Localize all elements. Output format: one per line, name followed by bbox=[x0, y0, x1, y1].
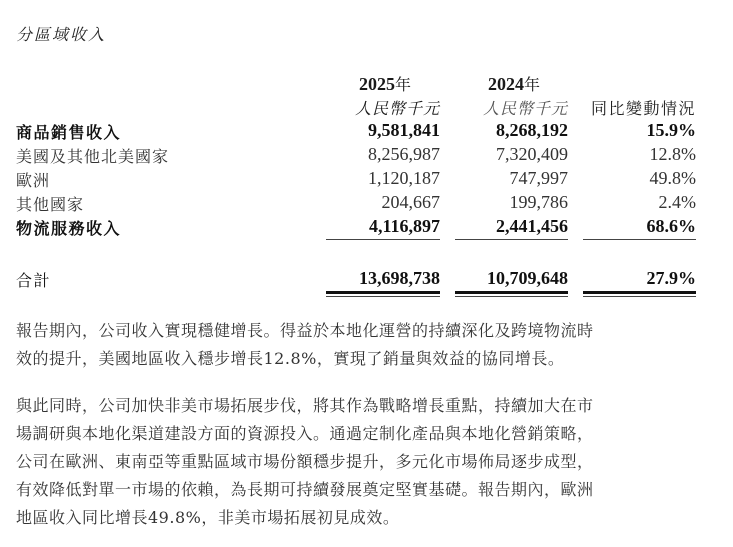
header-year-2024-suffix: 年 bbox=[523, 75, 540, 94]
table-row-europe bbox=[0, 168, 733, 192]
row-label: 其他國家 bbox=[16, 195, 85, 214]
paragraph-line: 有效降低對單一市場的依賴，為長期可持續發展奠定堅實基礎。報告期內，歐洲 bbox=[16, 480, 594, 499]
value-2025: 8,256,987 bbox=[368, 144, 440, 164]
header-unit-2024: 人民幣千元 bbox=[482, 99, 568, 118]
section-title: 分區域收入 bbox=[16, 25, 107, 44]
paragraph-line: 效的提升，美國地區收入穩步增長12.8%，實現了銷量與效益的協同增長。 bbox=[16, 349, 565, 368]
header-year-2025 bbox=[359, 72, 411, 95]
total-change: 27.9% bbox=[646, 268, 696, 288]
value-change: 12.8% bbox=[649, 144, 696, 164]
table-row-goods-sales bbox=[0, 120, 733, 144]
value-2025: 204,667 bbox=[381, 192, 440, 212]
table-row-us-north-america bbox=[0, 144, 733, 168]
value-change: 15.9% bbox=[646, 120, 696, 140]
header-year-2025-suffix: 年 bbox=[394, 75, 411, 94]
value-2024: 199,786 bbox=[509, 192, 568, 212]
row-label: 商品銷售收入 bbox=[16, 123, 122, 142]
total-double-rule-change-top bbox=[583, 291, 696, 294]
total-double-rule-2024-bottom bbox=[455, 296, 568, 297]
value-change: 68.6% bbox=[646, 216, 696, 236]
paragraph-line: 與此同時，公司加快非美市場拓展步伐，將其作為戰略增長重點，持續加大在市 bbox=[16, 396, 594, 415]
value-change: 2.4% bbox=[658, 192, 696, 212]
row-label: 美國及其他北美國家 bbox=[16, 147, 170, 166]
header-year-2024 bbox=[488, 72, 540, 95]
table-row-logistics-services bbox=[0, 216, 733, 240]
paragraph-line: 地區收入同比增長49.8%，非美市場拓展初見成效。 bbox=[16, 508, 400, 527]
value-2024: 8,268,192 bbox=[496, 120, 568, 140]
value-2024: 2,441,456 bbox=[496, 216, 568, 236]
paragraph-revenue-growth bbox=[16, 317, 716, 373]
header-unit-2025: 人民幣千元 bbox=[354, 99, 440, 118]
subtotal-rule-change bbox=[583, 239, 696, 240]
total-double-rule-change-bottom bbox=[583, 296, 696, 297]
subtotal-rule-2025 bbox=[326, 239, 440, 240]
paragraph-line: 公司在歐洲、東南亞等重點區域市場份額穩步提升，多元化市場佈局逐步成型， bbox=[16, 452, 594, 471]
value-2024: 7,320,409 bbox=[496, 144, 568, 164]
header-year-2025-value: 2025 bbox=[358, 74, 395, 94]
row-label: 歐洲 bbox=[16, 171, 51, 190]
row-label: 物流服務收入 bbox=[16, 219, 122, 238]
header-year-2024-value: 2024 bbox=[487, 74, 524, 94]
total-double-rule-2024-top bbox=[455, 291, 568, 294]
value-2025: 1,120,187 bbox=[368, 168, 440, 188]
total-2024: 10,709,648 bbox=[487, 268, 568, 288]
total-2025: 13,698,738 bbox=[359, 268, 440, 288]
paragraph-line: 報告期內，公司收入實現穩健增長。得益於本地化運營的持續深化及跨境物流時 bbox=[16, 321, 594, 340]
subtotal-rule-2024 bbox=[455, 239, 568, 240]
table-row-other-countries bbox=[0, 192, 733, 216]
value-2025: 9,581,841 bbox=[368, 120, 440, 140]
paragraph-non-us-expansion bbox=[16, 392, 716, 532]
value-2025: 4,116,897 bbox=[368, 216, 440, 236]
value-change: 49.8% bbox=[649, 168, 696, 188]
total-double-rule-2025-bottom bbox=[326, 296, 440, 297]
table-row-total bbox=[0, 268, 733, 292]
paragraph-line: 場調研與本地化渠道建設方面的資源投入。通過定制化產品與本地化營銷策略， bbox=[16, 424, 594, 443]
header-yoy-change: 同比變動情況 bbox=[590, 99, 696, 118]
total-label: 合計 bbox=[16, 271, 52, 290]
total-double-rule-2025-top bbox=[326, 291, 440, 294]
value-2024: 747,997 bbox=[509, 168, 568, 188]
